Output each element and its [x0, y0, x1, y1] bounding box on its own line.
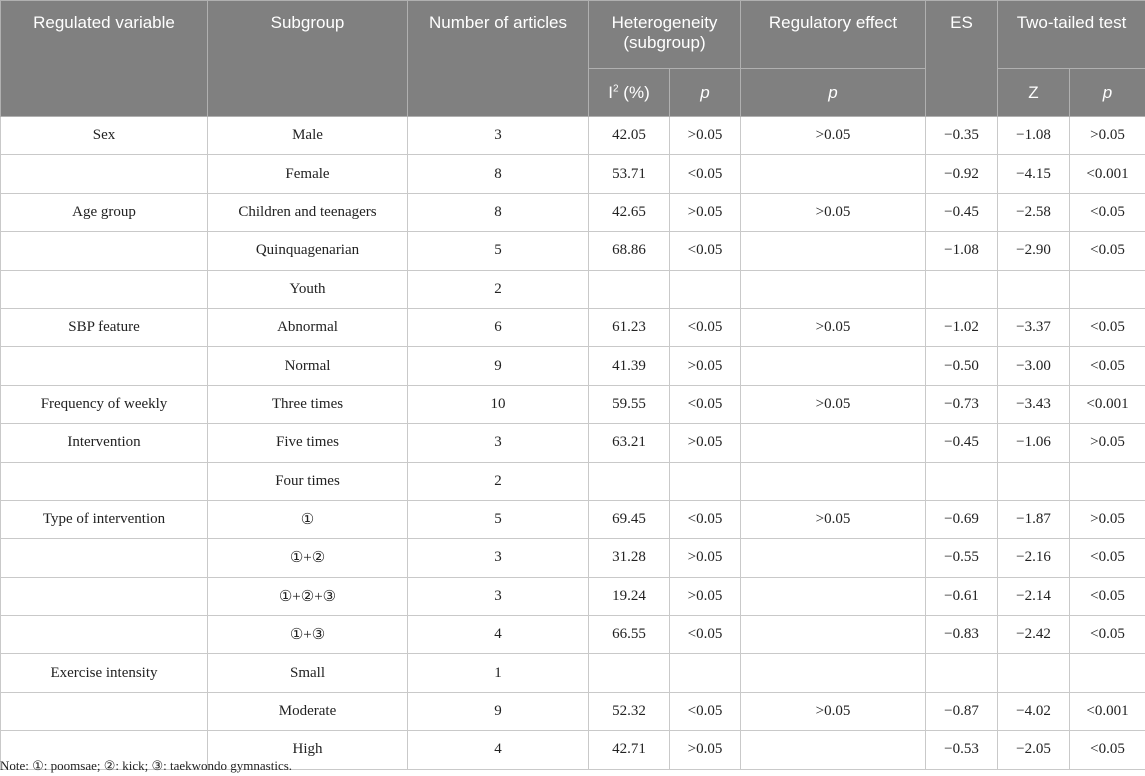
cell-i2: 42.05 — [589, 117, 670, 155]
cell-p-heterogeneity — [670, 654, 741, 692]
table-row — [1, 539, 1145, 577]
cell-z: −2.05 — [998, 731, 1070, 769]
table-row — [1, 193, 1145, 231]
table-row — [1, 117, 1145, 155]
cell-number-of-articles: 3 — [408, 539, 589, 577]
cell-regulated-variable: Age group — [1, 193, 208, 231]
cell-es: −0.92 — [926, 155, 998, 193]
cell-p-test: <0.05 — [1070, 232, 1145, 270]
cell-es — [926, 270, 998, 308]
cell-z: −2.42 — [998, 616, 1070, 654]
cell-subgroup: ① — [208, 500, 408, 538]
table-row — [1, 155, 1145, 193]
cell-regulated-variable: Intervention — [1, 424, 208, 462]
cell-number-of-articles: 3 — [408, 424, 589, 462]
cell-z: −2.14 — [998, 577, 1070, 615]
cell-es: −0.73 — [926, 385, 998, 423]
cell-subgroup: Five times — [208, 424, 408, 462]
cell-p-heterogeneity: >0.05 — [670, 577, 741, 615]
cell-p-regulatory — [741, 654, 926, 692]
cell-p-test: <0.05 — [1070, 347, 1145, 385]
header-heterogeneity: Heterogeneity (subgroup) — [589, 1, 741, 69]
cell-p-regulatory — [741, 155, 926, 193]
cell-p-test: <0.05 — [1070, 616, 1145, 654]
cell-regulated-variable — [1, 577, 208, 615]
cell-p-heterogeneity: >0.05 — [670, 731, 741, 769]
cell-subgroup: ①+② — [208, 539, 408, 577]
cell-p-regulatory: >0.05 — [741, 193, 926, 231]
cell-p-regulatory — [741, 731, 926, 769]
cell-p-regulatory: >0.05 — [741, 385, 926, 423]
cell-number-of-articles: 8 — [408, 193, 589, 231]
cell-p-heterogeneity — [670, 462, 741, 500]
table-row — [1, 500, 1145, 538]
header-p-test: p — [1070, 69, 1145, 117]
cell-p-heterogeneity: <0.05 — [670, 500, 741, 538]
cell-p-heterogeneity: >0.05 — [670, 117, 741, 155]
cell-p-test: >0.05 — [1070, 500, 1145, 538]
header-subgroup: Subgroup — [208, 1, 408, 117]
cell-subgroup: Abnormal — [208, 308, 408, 346]
header-regulated-variable: Regulated variable — [1, 1, 208, 117]
cell-regulated-variable: Sex — [1, 117, 208, 155]
cell-p-test — [1070, 270, 1145, 308]
cell-subgroup: Moderate — [208, 692, 408, 730]
cell-z: −2.58 — [998, 193, 1070, 231]
cell-z: −4.15 — [998, 155, 1070, 193]
cell-p-heterogeneity: <0.05 — [670, 155, 741, 193]
cell-subgroup: Youth — [208, 270, 408, 308]
cell-z — [998, 654, 1070, 692]
cell-p-heterogeneity: >0.05 — [670, 424, 741, 462]
cell-i2: 63.21 — [589, 424, 670, 462]
cell-subgroup: Children and teenagers — [208, 193, 408, 231]
table-row — [1, 616, 1145, 654]
cell-p-test: >0.05 — [1070, 424, 1145, 462]
header-z: Z — [998, 69, 1070, 117]
table-row — [1, 462, 1145, 500]
cell-z: −3.37 — [998, 308, 1070, 346]
cell-es: −1.02 — [926, 308, 998, 346]
cell-number-of-articles: 2 — [408, 270, 589, 308]
table-row — [1, 308, 1145, 346]
cell-number-of-articles: 9 — [408, 347, 589, 385]
cell-i2: 31.28 — [589, 539, 670, 577]
table-row — [1, 270, 1145, 308]
header-p-heterogeneity: p — [670, 69, 741, 117]
cell-p-regulatory — [741, 577, 926, 615]
cell-p-test: >0.05 — [1070, 117, 1145, 155]
cell-regulated-variable: SBP feature — [1, 308, 208, 346]
cell-p-regulatory — [741, 232, 926, 270]
cell-number-of-articles: 5 — [408, 500, 589, 538]
cell-subgroup: Three times — [208, 385, 408, 423]
cell-i2: 42.65 — [589, 193, 670, 231]
table-body — [1, 117, 1145, 770]
cell-i2 — [589, 462, 670, 500]
cell-regulated-variable — [1, 155, 208, 193]
cell-subgroup: ①+②+③ — [208, 577, 408, 615]
cell-regulated-variable — [1, 692, 208, 730]
cell-subgroup: ①+③ — [208, 616, 408, 654]
cell-es: −0.61 — [926, 577, 998, 615]
cell-i2: 68.86 — [589, 232, 670, 270]
table-header — [1, 1, 1145, 117]
cell-p-heterogeneity: <0.05 — [670, 692, 741, 730]
cell-i2: 61.23 — [589, 308, 670, 346]
table-row — [1, 232, 1145, 270]
cell-i2: 66.55 — [589, 616, 670, 654]
cell-subgroup: Small — [208, 654, 408, 692]
cell-number-of-articles: 8 — [408, 155, 589, 193]
cell-number-of-articles: 5 — [408, 232, 589, 270]
cell-es: −0.53 — [926, 731, 998, 769]
cell-subgroup: Male — [208, 117, 408, 155]
cell-p-regulatory: >0.05 — [741, 500, 926, 538]
cell-i2: 59.55 — [589, 385, 670, 423]
cell-p-heterogeneity: <0.05 — [670, 232, 741, 270]
cell-regulated-variable — [1, 616, 208, 654]
cell-subgroup: Normal — [208, 347, 408, 385]
cell-number-of-articles: 9 — [408, 692, 589, 730]
cell-z: −1.87 — [998, 500, 1070, 538]
cell-subgroup: Female — [208, 155, 408, 193]
cell-number-of-articles: 2 — [408, 462, 589, 500]
cell-p-test: <0.05 — [1070, 577, 1145, 615]
cell-i2: 19.24 — [589, 577, 670, 615]
cell-p-heterogeneity: >0.05 — [670, 347, 741, 385]
cell-p-heterogeneity: <0.05 — [670, 616, 741, 654]
cell-p-test: <0.001 — [1070, 692, 1145, 730]
cell-z — [998, 462, 1070, 500]
cell-p-heterogeneity: <0.05 — [670, 385, 741, 423]
cell-p-test — [1070, 654, 1145, 692]
table-note: Note: ①: poomsae; ②: kick; ③: taekwondo gymnastics. — [0, 758, 293, 773]
header-i2-superscript: 2 — [613, 82, 619, 94]
cell-p-regulatory — [741, 616, 926, 654]
cell-p-test: <0.001 — [1070, 385, 1145, 423]
cell-p-regulatory: >0.05 — [741, 692, 926, 730]
cell-p-test: <0.001 — [1070, 155, 1145, 193]
cell-i2: 52.32 — [589, 692, 670, 730]
cell-es — [926, 462, 998, 500]
cell-number-of-articles: 1 — [408, 654, 589, 692]
cell-es: −0.87 — [926, 692, 998, 730]
cell-es: −0.50 — [926, 347, 998, 385]
cell-p-regulatory — [741, 462, 926, 500]
header-p-regulatory: p — [741, 69, 926, 117]
cell-number-of-articles: 4 — [408, 616, 589, 654]
cell-z: −4.02 — [998, 692, 1070, 730]
table-row — [1, 385, 1145, 423]
header-two-tailed-test: Two-tailed test — [998, 1, 1145, 69]
cell-p-regulatory: >0.05 — [741, 308, 926, 346]
cell-regulated-variable: Type of intervention — [1, 500, 208, 538]
cell-es: −0.83 — [926, 616, 998, 654]
cell-subgroup: High — [208, 731, 408, 769]
cell-es: −0.35 — [926, 117, 998, 155]
cell-es: −1.08 — [926, 232, 998, 270]
cell-i2 — [589, 270, 670, 308]
cell-i2: 42.71 — [589, 731, 670, 769]
cell-regulated-variable: Exercise intensity — [1, 654, 208, 692]
cell-p-test: <0.05 — [1070, 731, 1145, 769]
cell-z: −3.43 — [998, 385, 1070, 423]
header-i2 — [589, 69, 670, 117]
cell-es: −0.55 — [926, 539, 998, 577]
cell-p-test — [1070, 462, 1145, 500]
header-i2-letter: I — [608, 82, 613, 102]
cell-regulated-variable — [1, 462, 208, 500]
cell-number-of-articles: 3 — [408, 577, 589, 615]
table-row — [1, 692, 1145, 730]
cell-p-regulatory — [741, 539, 926, 577]
cell-p-regulatory: >0.05 — [741, 117, 926, 155]
cell-p-regulatory — [741, 347, 926, 385]
cell-z: −3.00 — [998, 347, 1070, 385]
cell-p-heterogeneity: >0.05 — [670, 539, 741, 577]
cell-number-of-articles: 10 — [408, 385, 589, 423]
cell-i2: 41.39 — [589, 347, 670, 385]
cell-p-regulatory — [741, 270, 926, 308]
table-row — [1, 577, 1145, 615]
cell-z: −2.90 — [998, 232, 1070, 270]
table-row — [1, 654, 1145, 692]
cell-subgroup: Quinquagenarian — [208, 232, 408, 270]
cell-p-heterogeneity: >0.05 — [670, 193, 741, 231]
cell-z: −2.16 — [998, 539, 1070, 577]
cell-i2: 69.45 — [589, 500, 670, 538]
header-number-of-articles: Number of articles — [408, 1, 589, 117]
cell-z: −1.06 — [998, 424, 1070, 462]
cell-p-test: <0.05 — [1070, 193, 1145, 231]
cell-number-of-articles: 6 — [408, 308, 589, 346]
cell-es: −0.45 — [926, 193, 998, 231]
cell-regulated-variable — [1, 539, 208, 577]
cell-regulated-variable — [1, 232, 208, 270]
table-row — [1, 424, 1145, 462]
cell-p-regulatory — [741, 424, 926, 462]
header-es: ES — [926, 1, 998, 117]
cell-i2: 53.71 — [589, 155, 670, 193]
table-row — [1, 347, 1145, 385]
cell-z — [998, 270, 1070, 308]
cell-regulated-variable: Frequency of weekly — [1, 385, 208, 423]
cell-p-test: <0.05 — [1070, 308, 1145, 346]
cell-es: −0.69 — [926, 500, 998, 538]
cell-z: −1.08 — [998, 117, 1070, 155]
cell-i2 — [589, 654, 670, 692]
cell-regulated-variable — [1, 270, 208, 308]
cell-p-heterogeneity: <0.05 — [670, 308, 741, 346]
cell-subgroup: Four times — [208, 462, 408, 500]
cell-p-test: <0.05 — [1070, 539, 1145, 577]
header-regulatory-effect: Regulatory effect — [741, 1, 926, 69]
header-i2-unit: (%) — [618, 82, 650, 102]
cell-number-of-articles: 3 — [408, 117, 589, 155]
cell-regulated-variable — [1, 347, 208, 385]
cell-es — [926, 654, 998, 692]
cell-es: −0.45 — [926, 424, 998, 462]
cell-p-heterogeneity — [670, 270, 741, 308]
cell-number-of-articles: 4 — [408, 731, 589, 769]
